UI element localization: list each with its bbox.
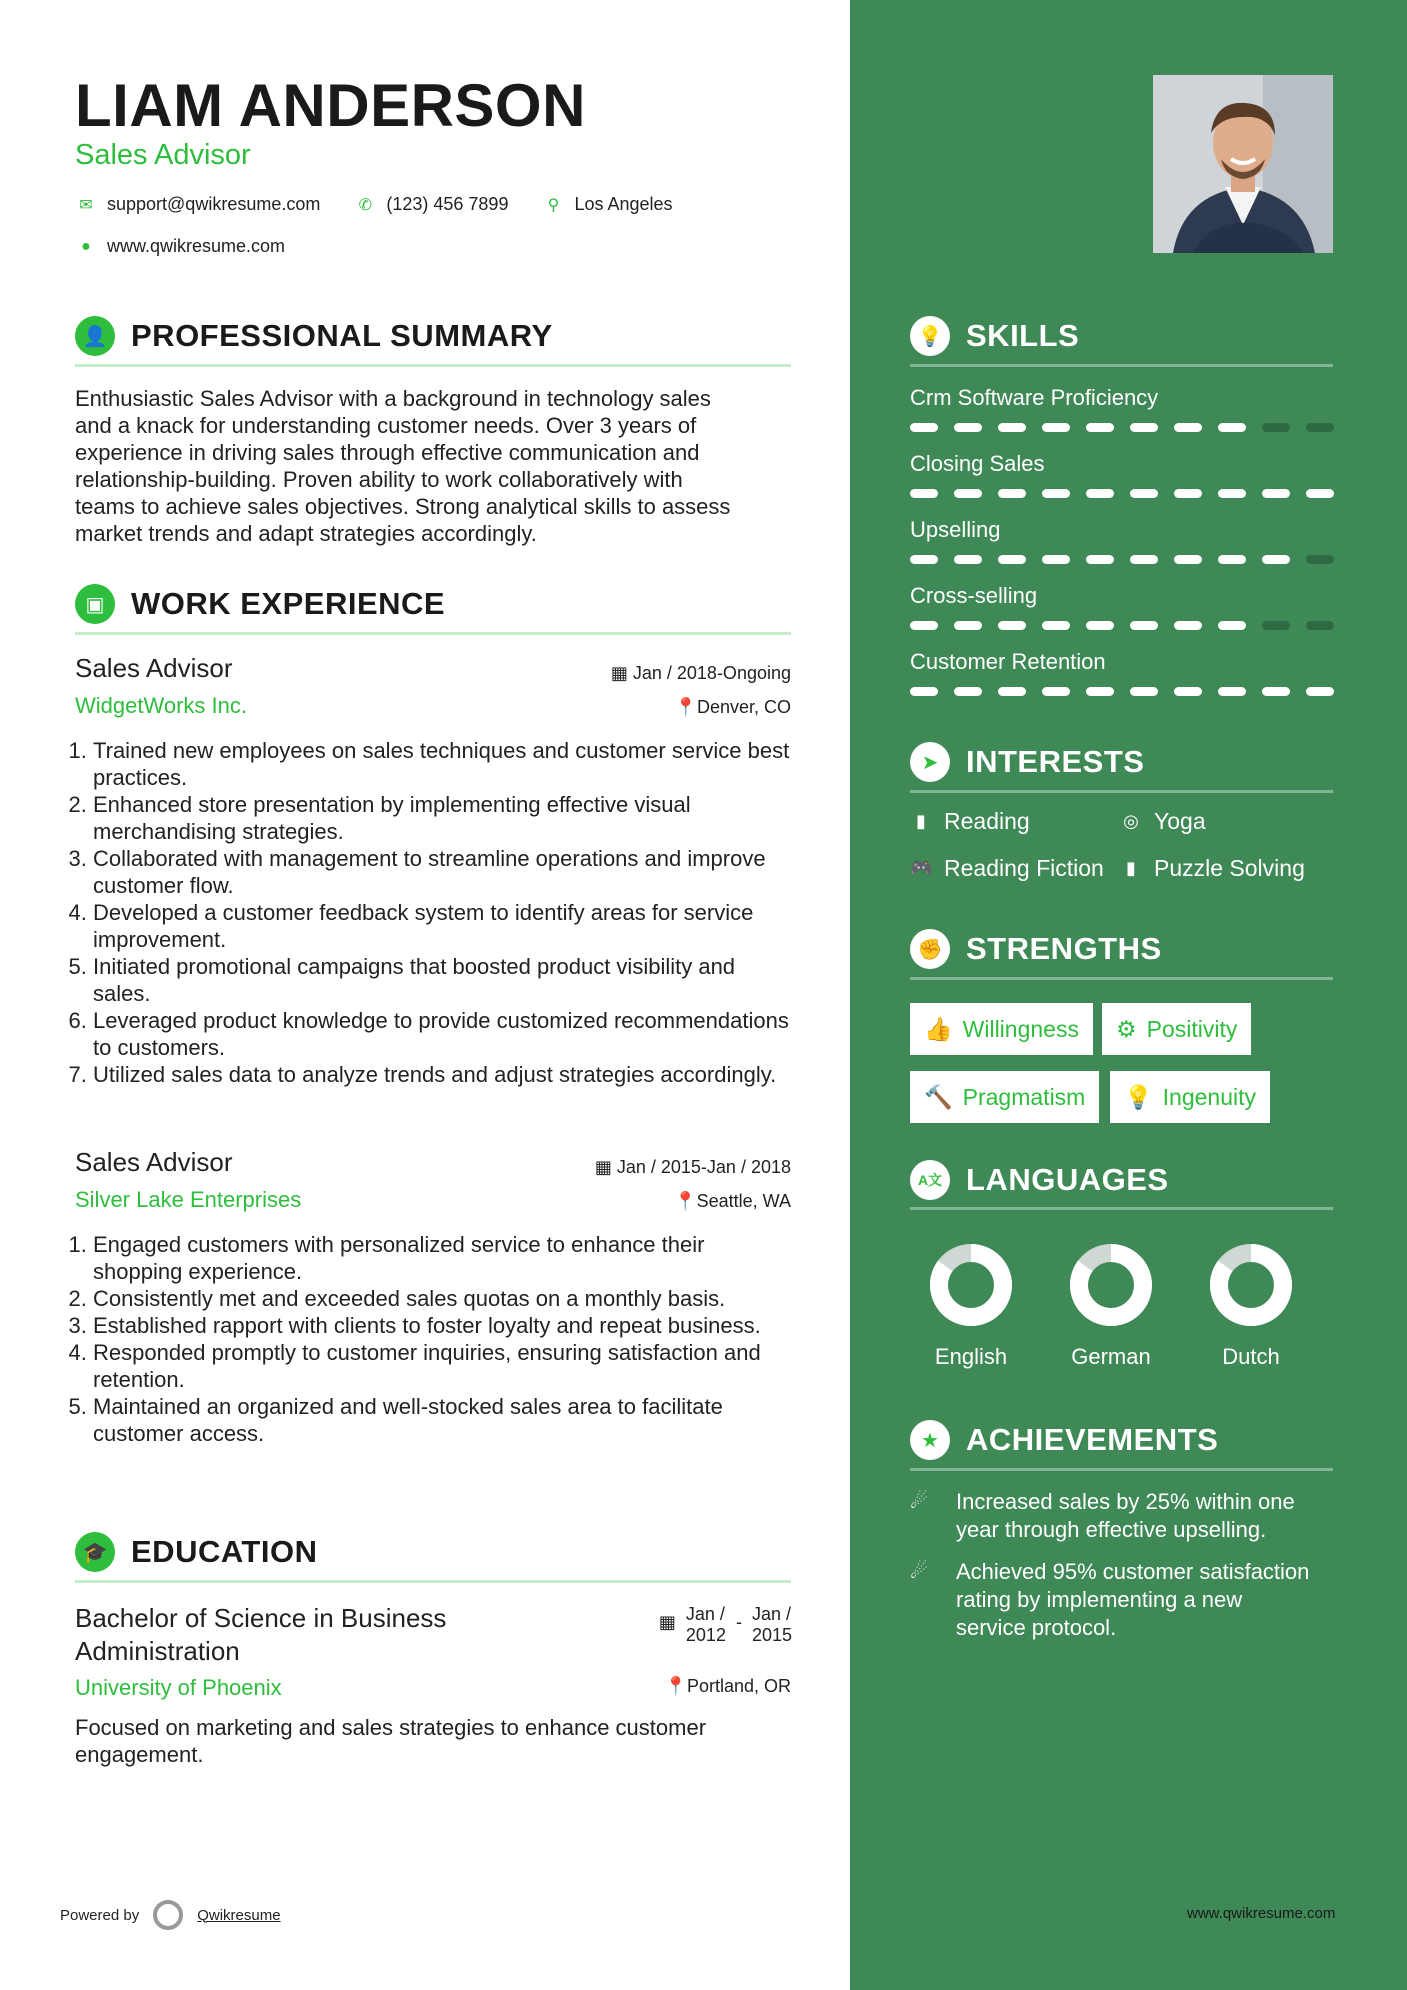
achievement-item: ☄ Increased sales by 25% within one year through effective upselling. [910, 1489, 1295, 1542]
skill-level-meter [910, 687, 1334, 696]
gear-icon: ⚙ [1116, 1015, 1137, 1042]
summary-heading [75, 316, 553, 356]
skill-level-segment [1306, 687, 1334, 696]
interests-rule [910, 790, 1333, 793]
skill-level-segment [1174, 489, 1202, 498]
skill-level-segment [1306, 489, 1334, 498]
degree-name: Bachelor of Science in Business Administration [75, 1603, 447, 1666]
candidate-title: Sales Advisor [75, 139, 251, 171]
skill-level-segment [998, 687, 1026, 696]
language-proficiency-donut [1206, 1240, 1296, 1330]
skill-name: Closing Sales [910, 451, 1045, 476]
contact-location: Los Angeles [574, 194, 673, 214]
list-item: 4. Developed a customer feedback system to identify areas for service improvement. [93, 899, 795, 953]
language-proficiency-donut [926, 1240, 1016, 1330]
list-item: 2. Enhanced store presentation by implementing effective visual merchandising strategies. [93, 791, 795, 845]
job-duties-list [75, 1231, 795, 1447]
job-title: Sales Advisor [75, 653, 233, 683]
skill-level-segment [1262, 687, 1290, 696]
language-item [1191, 1240, 1311, 1370]
job-dates: ▦ Jan / 2018-Ongoing [610, 663, 791, 683]
interest-item: ◎ Yoga [1120, 808, 1206, 835]
strength-badge: 👍 Willingness [910, 1003, 1093, 1055]
list-item: 6. Leveraged product knowledge to provide customized recommendations to customers. [93, 1007, 795, 1061]
interest-item: 🎮 Reading Fiction [910, 855, 1104, 881]
skill-level-segment [1218, 423, 1246, 432]
skill-level-segment [1042, 555, 1070, 564]
education-rule [75, 1580, 791, 1583]
skill-level-segment [1218, 489, 1246, 498]
language-item [1051, 1240, 1171, 1370]
skill-level-segment [1130, 621, 1158, 630]
summary-heading-label: PROFESSIONAL SUMMARY [131, 318, 553, 353]
profile-photo [1153, 75, 1333, 253]
shooting-star-icon: ☄ [910, 1561, 928, 1583]
skill-level-segment [1262, 489, 1290, 498]
pin-icon: 📍 [664, 1676, 687, 1696]
skill-level-meter [910, 423, 1334, 432]
sidebar [850, 0, 1407, 1990]
qwikresume-logo-icon [153, 1900, 183, 1930]
gamepad-icon: 🎮 [910, 858, 933, 878]
skills-heading [910, 316, 1079, 356]
language-item [911, 1240, 1031, 1370]
skill-level-segment [998, 555, 1026, 564]
languages-heading [910, 1160, 1169, 1200]
list-item: 1. Trained new employees on sales techniques and customer service best practices. [93, 737, 795, 791]
skill-level-segment [998, 489, 1026, 498]
footer-website[interactable]: www.qwikresume.com [1187, 1905, 1336, 1922]
skill-level-segment [1262, 423, 1290, 432]
skill-level-segment [954, 687, 982, 696]
phone-icon: ✆ [358, 196, 373, 214]
skill-level-segment [1306, 555, 1334, 564]
map-pin-icon: ⚲ [547, 196, 560, 214]
skill-level-segment [1130, 423, 1158, 432]
language-icon: A文 [910, 1160, 950, 1200]
skill-level-segment [954, 423, 982, 432]
powered-by-label: Powered by [60, 1906, 140, 1924]
skill-level-meter [910, 621, 1334, 630]
skill-level-segment [910, 423, 938, 432]
skill-level-segment [954, 621, 982, 630]
job-company: Silver Lake Enterprises [75, 1187, 302, 1212]
achievements-rule [910, 1468, 1333, 1471]
experience-heading [75, 584, 445, 624]
skill-level-segment [1086, 621, 1114, 630]
skill-level-segment [1130, 555, 1158, 564]
strength-badge: ⚙ Positivity [1102, 1003, 1251, 1055]
strengths-heading-label: STRENGTHS [966, 931, 1162, 966]
education-heading-label: EDUCATION [131, 1534, 318, 1569]
lightbulb-icon: 💡 [1124, 1083, 1153, 1110]
skill-level-segment [998, 423, 1026, 432]
interest-item: ▮ Reading [910, 808, 1030, 835]
qwikresume-link[interactable]: Qwikresume [197, 1906, 281, 1924]
skill-level-segment [1086, 489, 1114, 498]
fist-icon: ✊ [910, 929, 950, 969]
achievements-heading [910, 1420, 1218, 1460]
skill-level-segment [954, 555, 982, 564]
list-item: 7. Utilized sales data to analyze trends and adjust strategies accordingly. [93, 1061, 795, 1088]
strength-badge: 💡 Ingenuity [1110, 1071, 1270, 1123]
language-proficiency-donut [1066, 1240, 1156, 1330]
list-item: 2. Consistently met and exceeded sales quotas on a monthly basis. [93, 1285, 795, 1312]
education-heading [75, 1532, 317, 1572]
user-icon: 👤 [75, 316, 115, 356]
pin-icon: 📍 [674, 1191, 697, 1211]
skill-level-segment [1086, 555, 1114, 564]
skill-level-segment [1042, 621, 1070, 630]
lightbulb-icon: 💡 [910, 316, 950, 356]
calendar-icon: ▦ [658, 1612, 676, 1632]
list-item: 3. Established rapport with clients to foster loyalty and repeat business. [93, 1312, 795, 1339]
languages-rule [910, 1207, 1333, 1210]
achievements-heading-label: ACHIEVEMENTS [966, 1422, 1219, 1457]
skill-level-segment [998, 621, 1026, 630]
job-location: 📍Seattle, WA [674, 1191, 791, 1211]
skill-level-segment [1130, 687, 1158, 696]
skill-level-segment [1218, 555, 1246, 564]
skill-level-segment [1086, 423, 1114, 432]
skill-level-segment [1306, 621, 1334, 630]
skill-level-segment [1042, 687, 1070, 696]
job-dates: ▦ Jan / 2015-Jan / 2018 [594, 1157, 791, 1177]
contact-phone[interactable]: (123) 456 7899 [386, 194, 509, 214]
skill-level-segment [910, 489, 938, 498]
skill-level-segment [910, 687, 938, 696]
skill-level-segment [1262, 621, 1290, 630]
skill-level-segment [1218, 687, 1246, 696]
education-description: Focused on marketing and sales strategies to enhance customer engagement. [75, 1715, 707, 1767]
skill-level-segment [1174, 621, 1202, 630]
skill-level-segment [1174, 555, 1202, 564]
candidate-name: LIAM ANDERSON [75, 72, 586, 139]
graduate-icon: 🎓 [75, 1532, 115, 1572]
interests-heading-label: INTERESTS [966, 744, 1145, 779]
skill-level-segment [910, 621, 938, 630]
contact-row [75, 194, 673, 215]
skill-level-meter [910, 555, 1334, 564]
skill-level-segment [1042, 489, 1070, 498]
experience-rule [75, 632, 791, 635]
globe-icon: ● [81, 237, 91, 255]
skill-level-meter [910, 489, 1334, 498]
skills-rule [910, 364, 1333, 367]
skill-level-segment [1086, 687, 1114, 696]
job-duties-list [75, 737, 795, 1088]
contact-website[interactable]: www.qwikresume.com [107, 236, 286, 256]
language-name: English [934, 1344, 1008, 1369]
skill-name: Cross-selling [910, 583, 1038, 608]
book-icon: ▮ [916, 811, 926, 831]
list-item: 5. Initiated promotional campaigns that boosted product visibility and sales. [93, 953, 795, 1007]
interests-heading [910, 742, 1144, 782]
strengths-rule [910, 977, 1333, 980]
calendar-icon: ▦ [610, 663, 633, 683]
profile-photo-art [1153, 75, 1333, 253]
summary-text: Enthusiastic Sales Advisor with a background in technology sales and a knack for understanding customer needs. Over 3 years of experience in driving sales through effective communication and relationship-building. Proven ability to work collaboratively with teams to achieve sales objectives. Strong analytical skills to assess market trends and adapt strategies accordingly. [75, 386, 731, 546]
skill-level-segment [910, 555, 938, 564]
website-row [75, 236, 285, 257]
calendar-icon: ▦ [594, 1157, 617, 1177]
list-item: 1. Engaged customers with personalized service to enhance their shopping experience. [93, 1231, 795, 1285]
powered-by [60, 1900, 281, 1930]
job-company: WidgetWorks Inc. [75, 693, 247, 718]
contact-email[interactable]: support@qwikresume.com [107, 194, 321, 214]
skill-level-segment [954, 489, 982, 498]
list-item: 5. Maintained an organized and well-stocked sales area to facilitate customer access. [93, 1393, 795, 1447]
thumbs-up-icon: 👍 [924, 1015, 953, 1042]
paper-plane-icon: ➤ [910, 742, 950, 782]
skill-level-segment [1218, 621, 1246, 630]
office-chair-icon: ▣ [75, 584, 115, 624]
skill-level-segment [1130, 489, 1158, 498]
skill-name: Crm Software Proficiency [910, 385, 1159, 410]
envelope-icon: ✉ [79, 196, 93, 214]
skill-name: Customer Retention [910, 649, 1106, 674]
skill-level-segment [1174, 687, 1202, 696]
language-name: German [1071, 1344, 1151, 1369]
strengths-heading [910, 929, 1162, 969]
list-item: 3. Collaborated with management to streamline operations and improve customer flow. [93, 845, 795, 899]
summary-rule [75, 364, 791, 367]
star-badge-icon: ★ [910, 1420, 950, 1460]
skill-level-segment [1042, 423, 1070, 432]
skill-level-segment [1174, 423, 1202, 432]
job-location: 📍Denver, CO [674, 697, 791, 717]
job-title: Sales Advisor [75, 1147, 233, 1177]
shooting-star-icon: ☄ [910, 1491, 928, 1513]
skill-level-segment [1262, 555, 1290, 564]
skills-heading-label: SKILLS [966, 318, 1080, 353]
language-name: Dutch [1222, 1344, 1280, 1369]
skill-name: Upselling [910, 517, 1001, 542]
book-icon: ▮ [1126, 858, 1136, 878]
experience-heading-label: WORK EXPERIENCE [131, 586, 446, 621]
skill-level-segment [1306, 423, 1334, 432]
school-name: University of Phoenix [75, 1675, 282, 1700]
list-item: 4. Responded promptly to customer inquiries, ensuring satisfaction and retention. [93, 1339, 795, 1393]
achievement-item: ☄ Achieved 95% customer satisfaction rating by implementing a new service protocol. [910, 1559, 1310, 1640]
strength-badge: 🔨 Pragmatism [910, 1071, 1099, 1123]
interest-item: ▮ Puzzle Solving [1120, 855, 1305, 882]
gavel-icon: 🔨 [924, 1083, 953, 1110]
lifebuoy-icon: ◎ [1123, 811, 1139, 831]
languages-heading-label: LANGUAGES [966, 1162, 1169, 1197]
pin-icon: 📍 [674, 697, 697, 717]
education-location: 📍Portland, OR [664, 1676, 791, 1696]
education-dates: ▦ Jan / 2012 - Jan / 2015 [658, 1604, 792, 1645]
